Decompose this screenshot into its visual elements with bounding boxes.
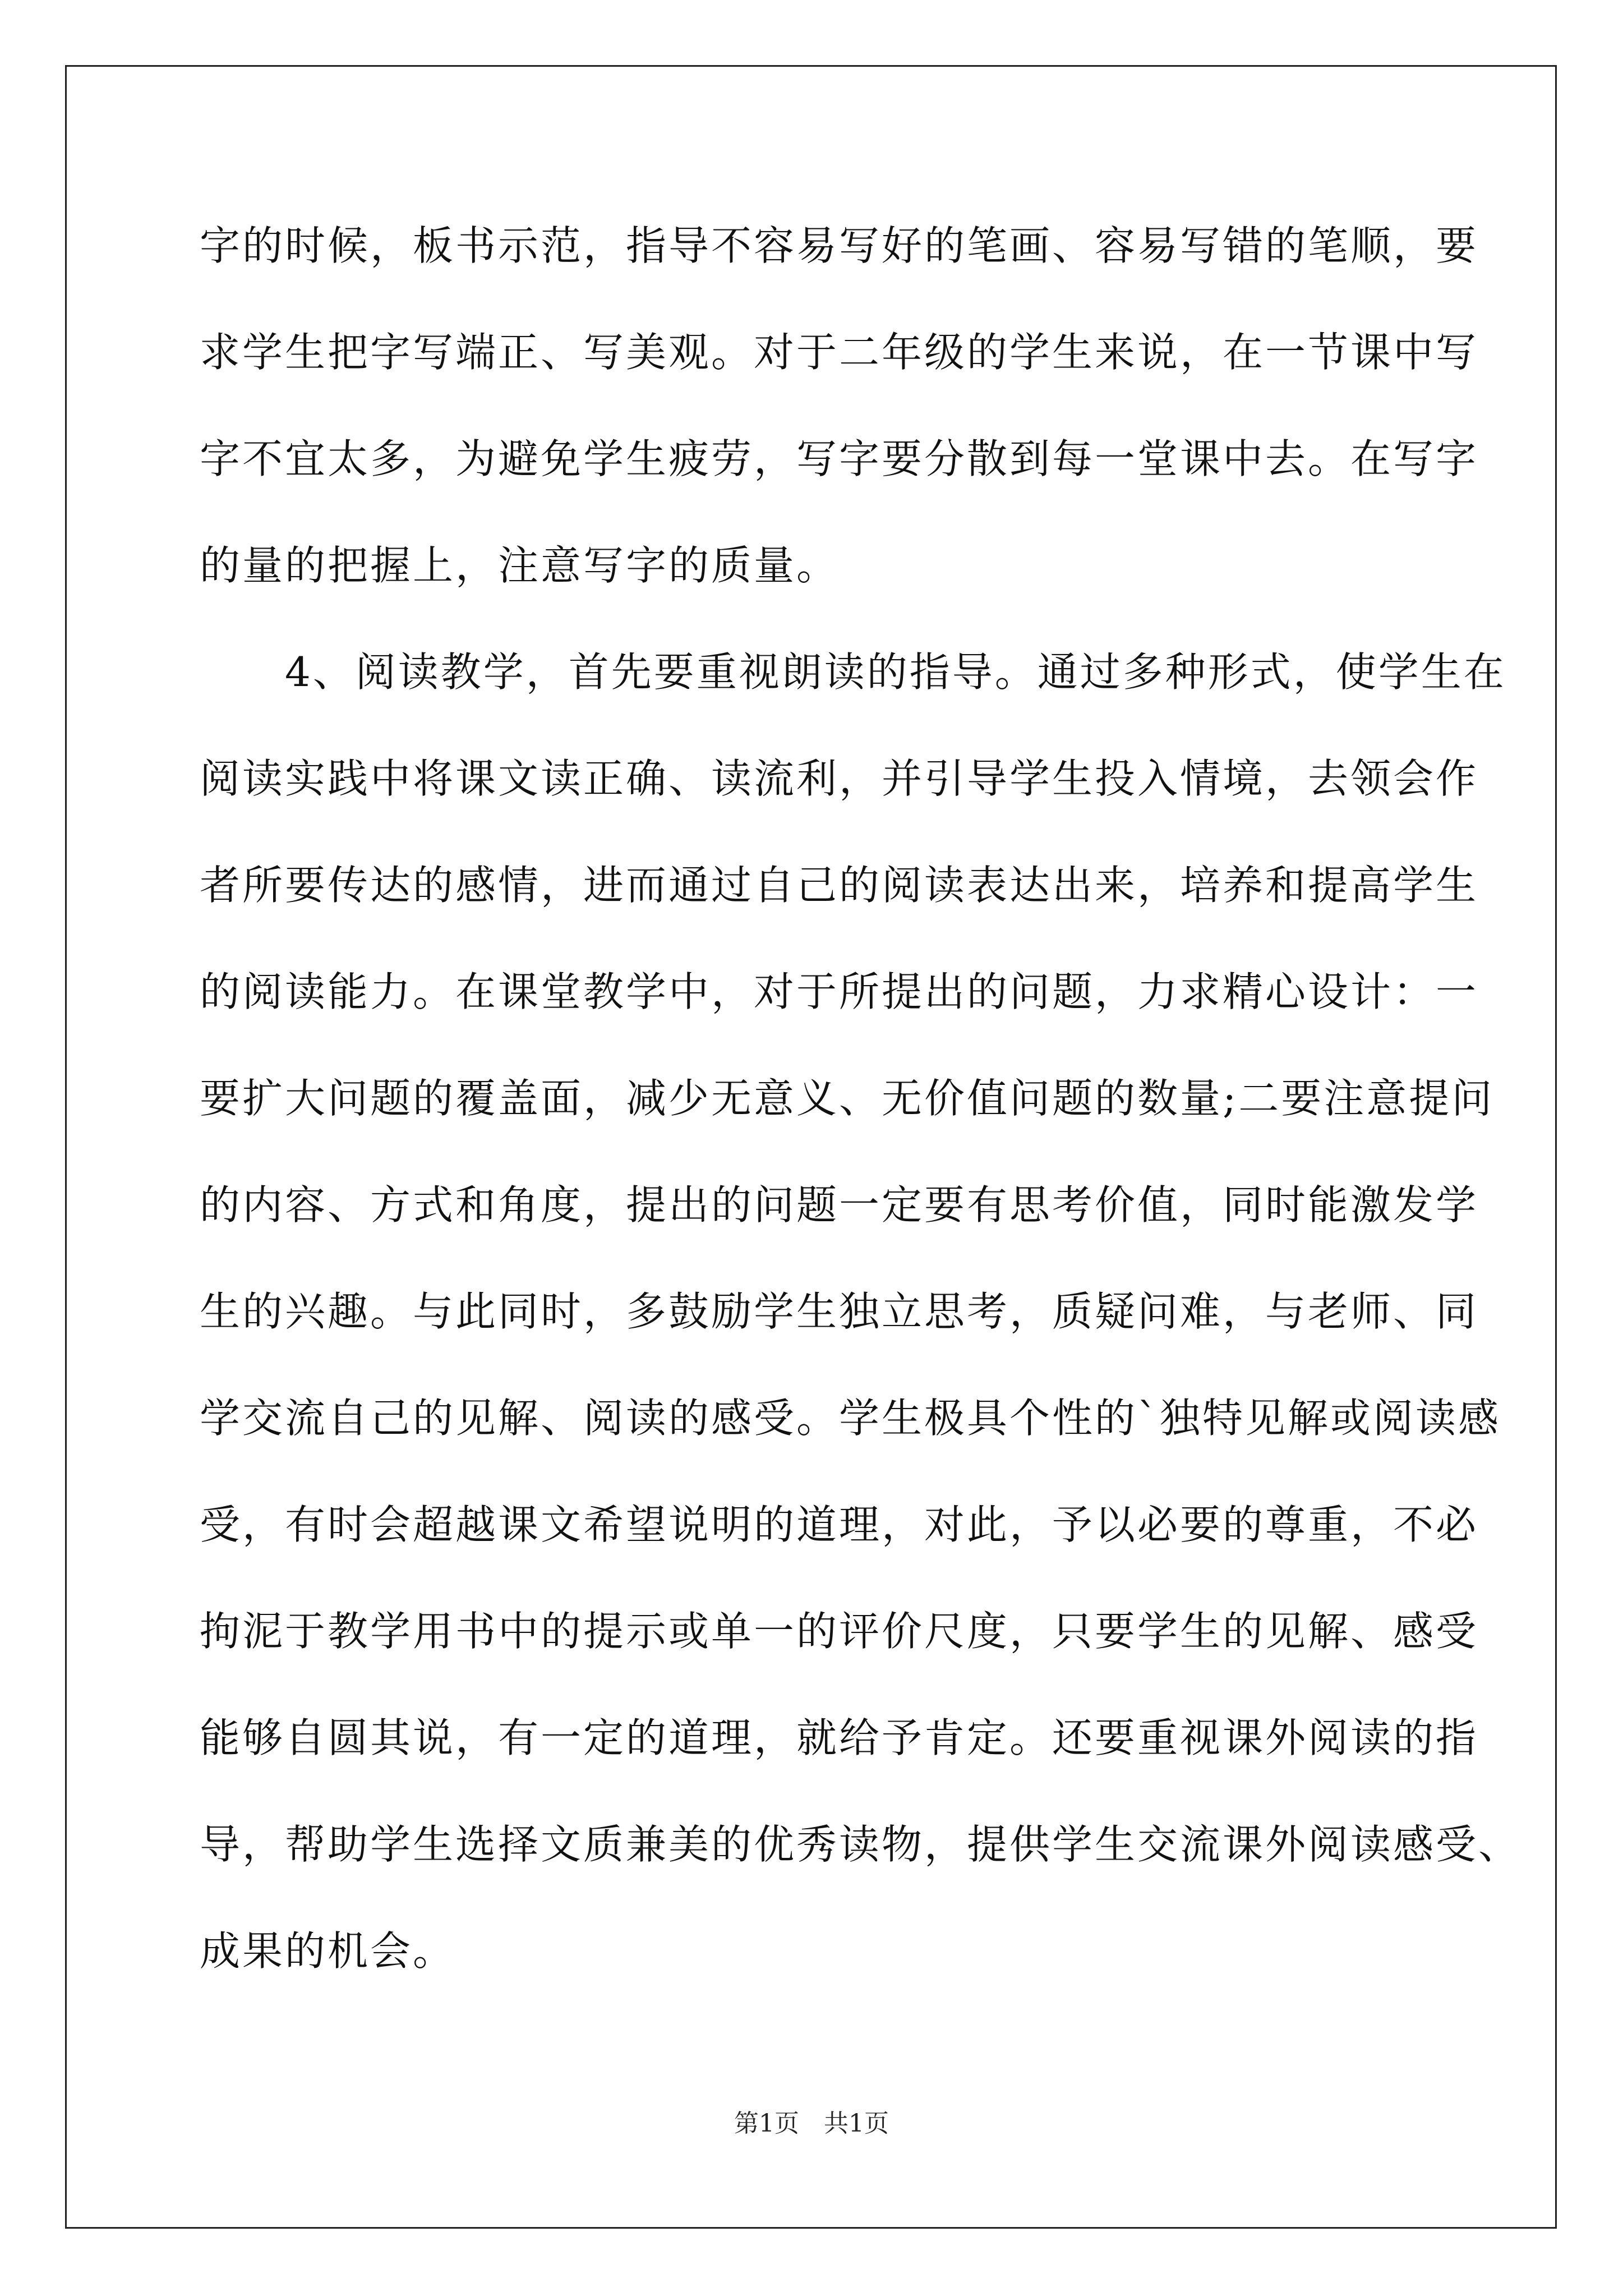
page-number-footer: 第1页 共1页: [734, 2109, 889, 2138]
text-line: 的内容、方式和角度，提出的问题一定要有思考价值，同时能激发学: [200, 1181, 1479, 1228]
text-line: 导，帮助学生选择文质兼美的优秀读物，提供学生交流课外阅读感受、: [200, 1821, 1521, 1868]
text-line: 字的时候，板书示范，指导不容易写好的笔画、容易写错的笔顺，要: [200, 222, 1479, 269]
text-line: 4、阅读教学，首先要重视朗读的指导。通过多种形式，使学生在: [200, 648, 1506, 696]
text-line: 受，有时会超越课文希望说明的道理，对此，予以必要的尊重，不必: [200, 1501, 1479, 1548]
text-line: 阅读实践中将课文读正确、读流利，并引导学生投入情境，去领会作: [200, 755, 1479, 802]
text-line: 的量的把握上，注意写字的质量。: [200, 542, 840, 589]
document-body: [200, 206, 1521, 2018]
text-line: 能够自圆其说，有一定的道理，就给予肯定。还要重视课外阅读的指: [200, 1714, 1479, 1761]
text-line: 求学生把字写端正、写美观。对于二年级的学生来说，在一节课中写: [200, 329, 1479, 376]
text-line: 学交流自己的见解、阅读的感受。学生极具个性的`独特见解或阅读感: [200, 1395, 1501, 1442]
text-line: 字不宜太多，为避免学生疲劳，写字要分散到每一堂课中去。在写字: [200, 435, 1479, 482]
text-line: 的阅读能力。在课堂教学中，对于所提出的问题，力求精心设计：一: [200, 968, 1479, 1015]
text-line: 生的兴趣。与此同时，多鼓励学生独立思考，质疑问难，与老师、同: [200, 1288, 1479, 1335]
text-line: 要扩大问题的覆盖面，减少无意义、无价值问题的数量;二要注意提问: [200, 1075, 1495, 1122]
text-line: 拘泥于教学用书中的提示或单一的评价尺度，只要学生的见解、感受: [200, 1608, 1479, 1655]
text-line: 者所要传达的感情，进而通过自己的阅读表达出来，培养和提高学生: [200, 862, 1479, 909]
text-line: 成果的机会。: [200, 1927, 456, 1975]
